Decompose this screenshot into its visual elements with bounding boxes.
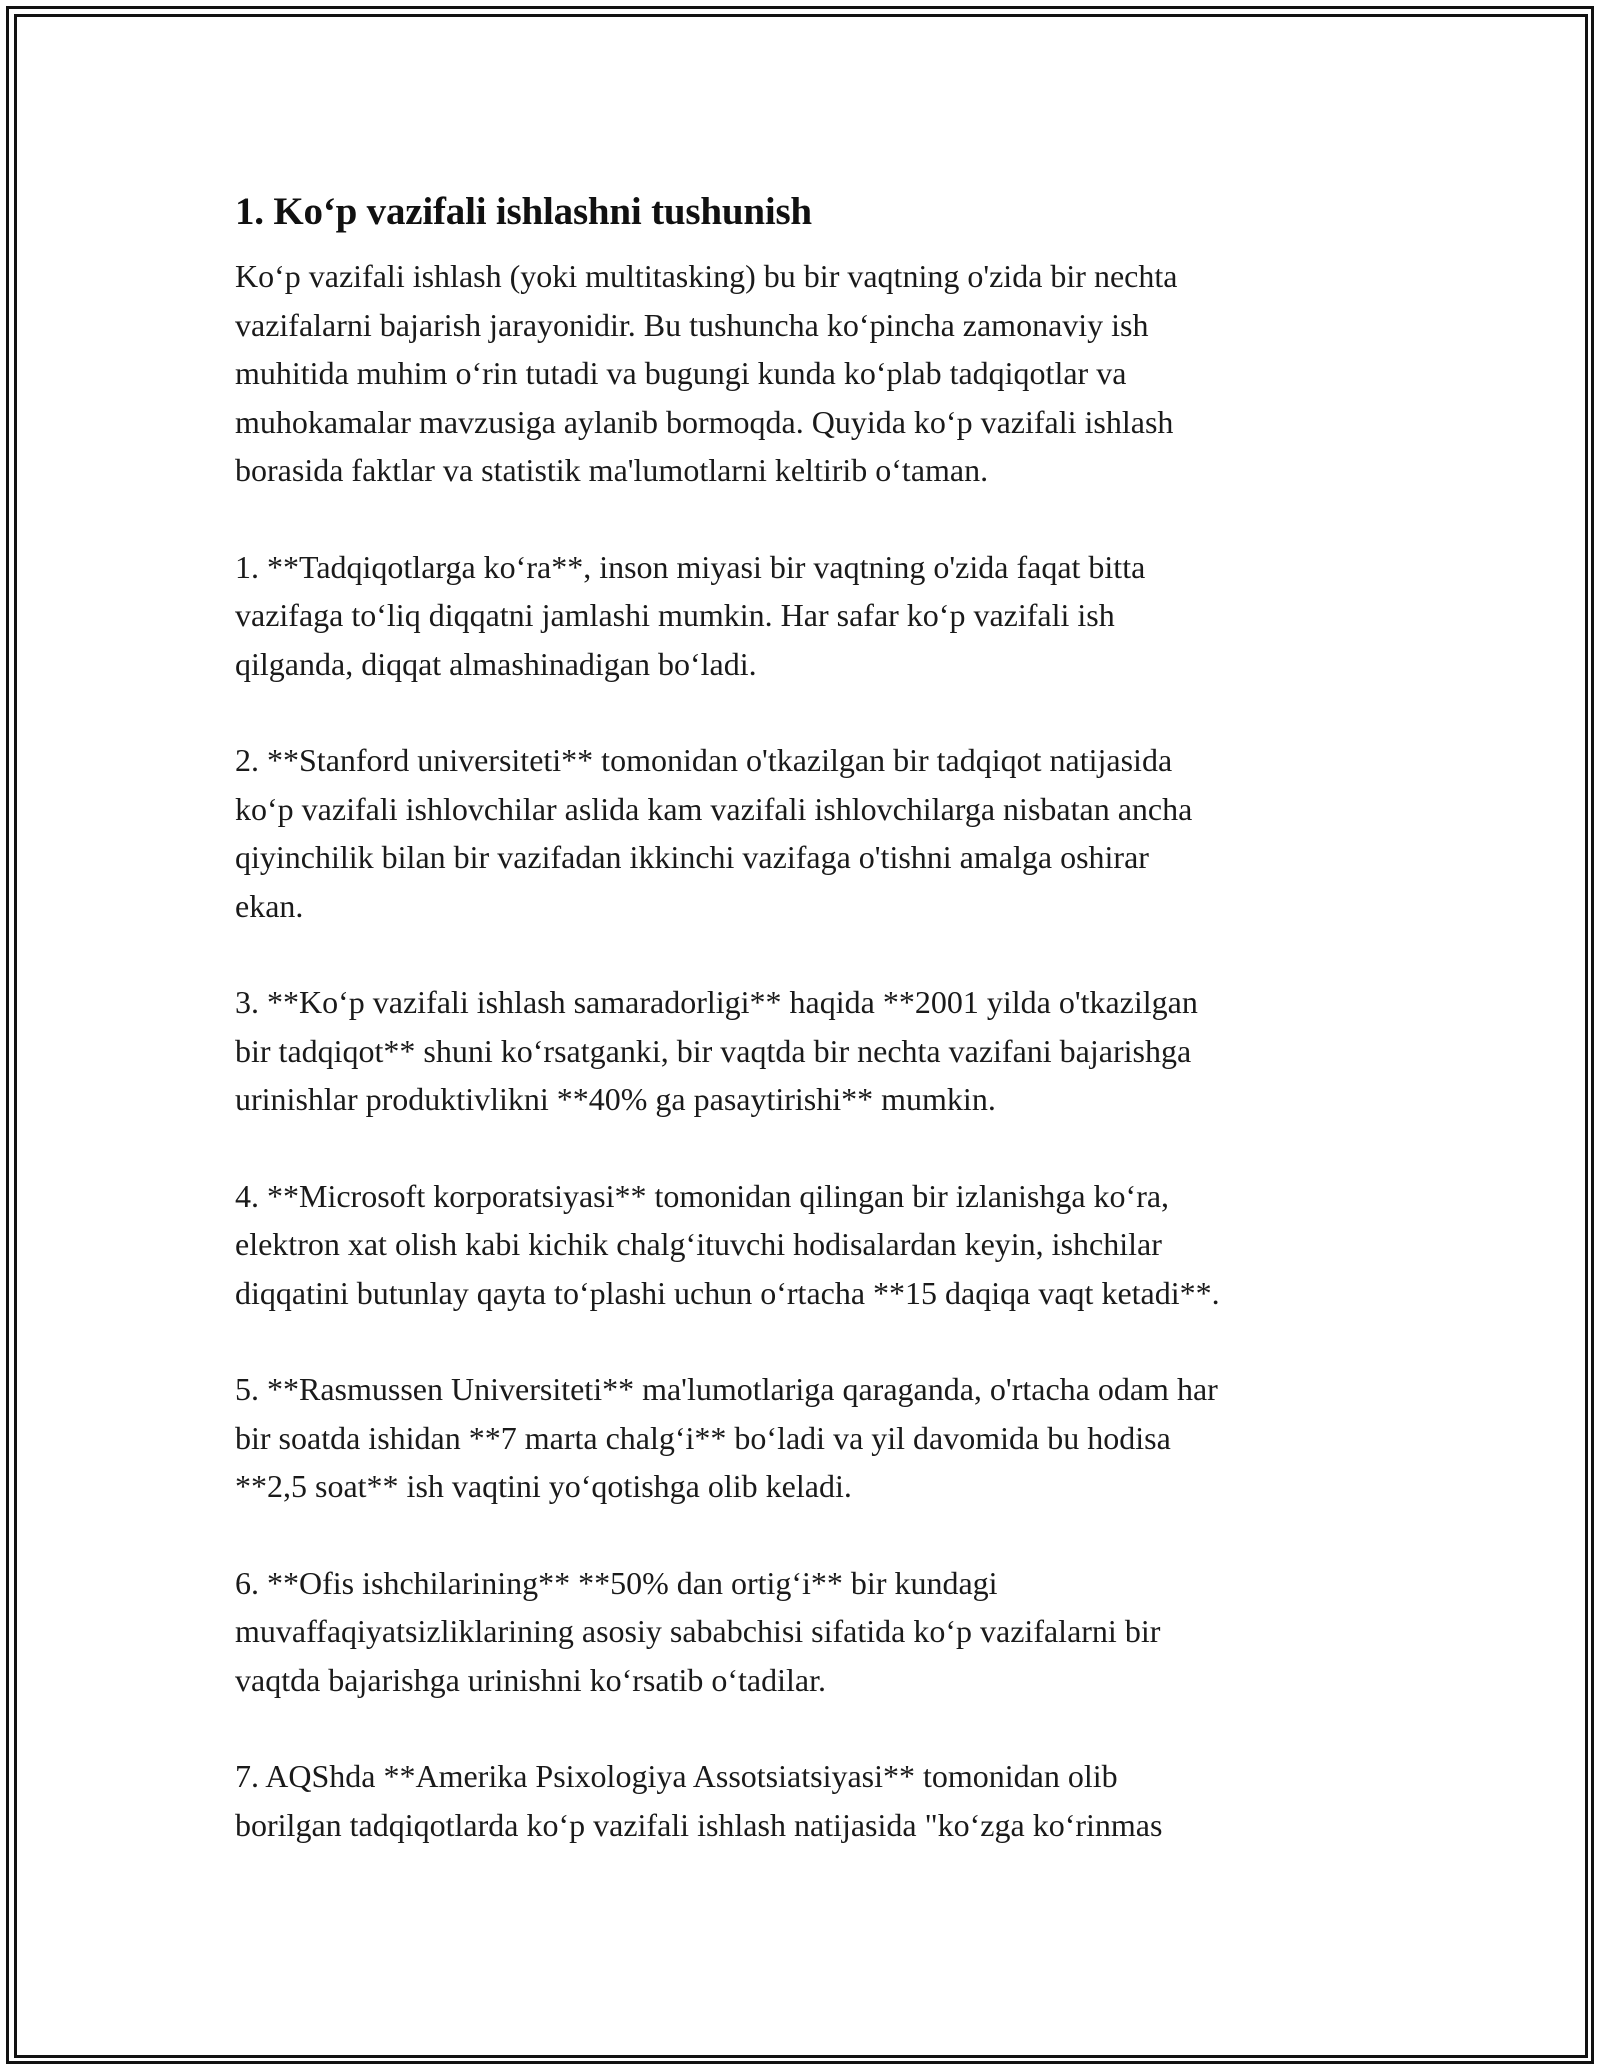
fact-paragraph-1 xyxy=(235,543,1370,689)
intro-paragraph xyxy=(235,252,1370,495)
text-line: Koʻp vazifali ishlash (yoki multitasking) bu bir vaqtning o'zida bir nechta xyxy=(235,258,1178,294)
text-line: borasida faktlar va statistik ma'lumotlarni keltirib oʻtaman. xyxy=(235,452,989,488)
text-line: muvaffaqiyatsizliklarining asosiy sababchisi sifatida koʻp vazifalarni bir xyxy=(235,1613,1161,1649)
text-line: vaqtda bajarishga urinishni koʻrsatib oʻtadilar. xyxy=(235,1661,826,1698)
text-line: 5. **Rasmussen Universiteti** ma'lumotlariga qaraganda, o'rtacha odam har xyxy=(235,1371,1218,1407)
document-body xyxy=(235,186,1370,1897)
text-line: vazifaga toʻliq diqqatni jamlashi mumkin. Har safar koʻp vazifali ish xyxy=(235,597,1115,633)
text-line: bir tadqiqot** shuni koʻrsatganki, bir vaqtda bir nechta vazifani bajarishga xyxy=(235,1032,1192,1069)
text-line: elektron xat olish kabi kichik chalgʻituvchi hodisalardan keyin, ishchilar xyxy=(235,1226,1162,1262)
text-line: **2,5 soat** ish vaqtini yoʻqotishga olib keladi. xyxy=(235,1468,852,1504)
fact-paragraph-3 xyxy=(235,978,1370,1124)
text-line: 3. **Koʻp vazifali ishlash samaradorligi** haqida **2001 yilda o'tkazilgan xyxy=(235,984,1198,1020)
text-line: 6. **Ofis ishchilarining** **50% dan ortigʻi** bir kundagi xyxy=(235,1564,998,1601)
text-line: ekan. xyxy=(235,887,304,924)
fact-paragraph-5 xyxy=(235,1365,1370,1511)
text-line: borilgan tadqiqotlarda koʻp vazifali ishlash natijasida "koʻzga koʻrinmas xyxy=(235,1806,1163,1843)
text-line: 7. AQShda **Amerika Psixologiya Assotsiatsiyasi** tomonidan olib xyxy=(235,1758,1118,1794)
text-line: qilganda, diqqat almashinadigan boʻladi. xyxy=(235,645,757,682)
text-line: 1. **Tadqiqotlarga koʻra**, inson miyasi bir vaqtning o'zida faqat bitta xyxy=(235,548,1146,585)
text-line: vazifalarni bajarish jarayonidir. Bu tushuncha koʻpincha zamonaviy ish xyxy=(235,306,1149,343)
fact-paragraph-4 xyxy=(235,1172,1370,1318)
text-line: urinishlar produktivlikni **40% ga pasaytirishi** mumkin. xyxy=(235,1081,996,1117)
text-line: 2. **Stanford universiteti** tomonidan o'tkazilgan bir tadqiqot natijasida xyxy=(235,742,1173,778)
fact-paragraph-7 xyxy=(235,1752,1370,1849)
text-line: 4. **Microsoft korporatsiyasi** tomonidan qilingan bir izlanishga koʻra, xyxy=(235,1177,1170,1214)
text-line: bir soatda ishidan **7 marta chalgʻi** boʻladi va yil davomida bu hodisa xyxy=(235,1419,1171,1456)
text-line: muhokamalar mavzusiga aylanib bormoqda. Quyida koʻp vazifali ishlash xyxy=(235,403,1174,440)
text-line: koʻp vazifali ishlovchilar aslida kam vazifali ishlovchilarga nisbatan ancha xyxy=(235,790,1193,827)
text-line: qiyinchilik bilan bir vazifadan ikkinchi vazifaga o'tishni amalga oshirar xyxy=(235,839,1149,875)
text-line: diqqatini butunlay qayta toʻplashi uchun oʻrtacha **15 daqiqa vaqt ketadi**. xyxy=(235,1274,1220,1311)
fact-paragraph-6 xyxy=(235,1559,1370,1705)
section-heading: 1. Koʻp vazifali ishlashni tushunish xyxy=(235,190,812,233)
text-line: muhitida muhim oʻrin tutadi va bugungi kunda koʻplab tadqiqotlar va xyxy=(235,355,1127,391)
fact-paragraph-2 xyxy=(235,736,1370,930)
